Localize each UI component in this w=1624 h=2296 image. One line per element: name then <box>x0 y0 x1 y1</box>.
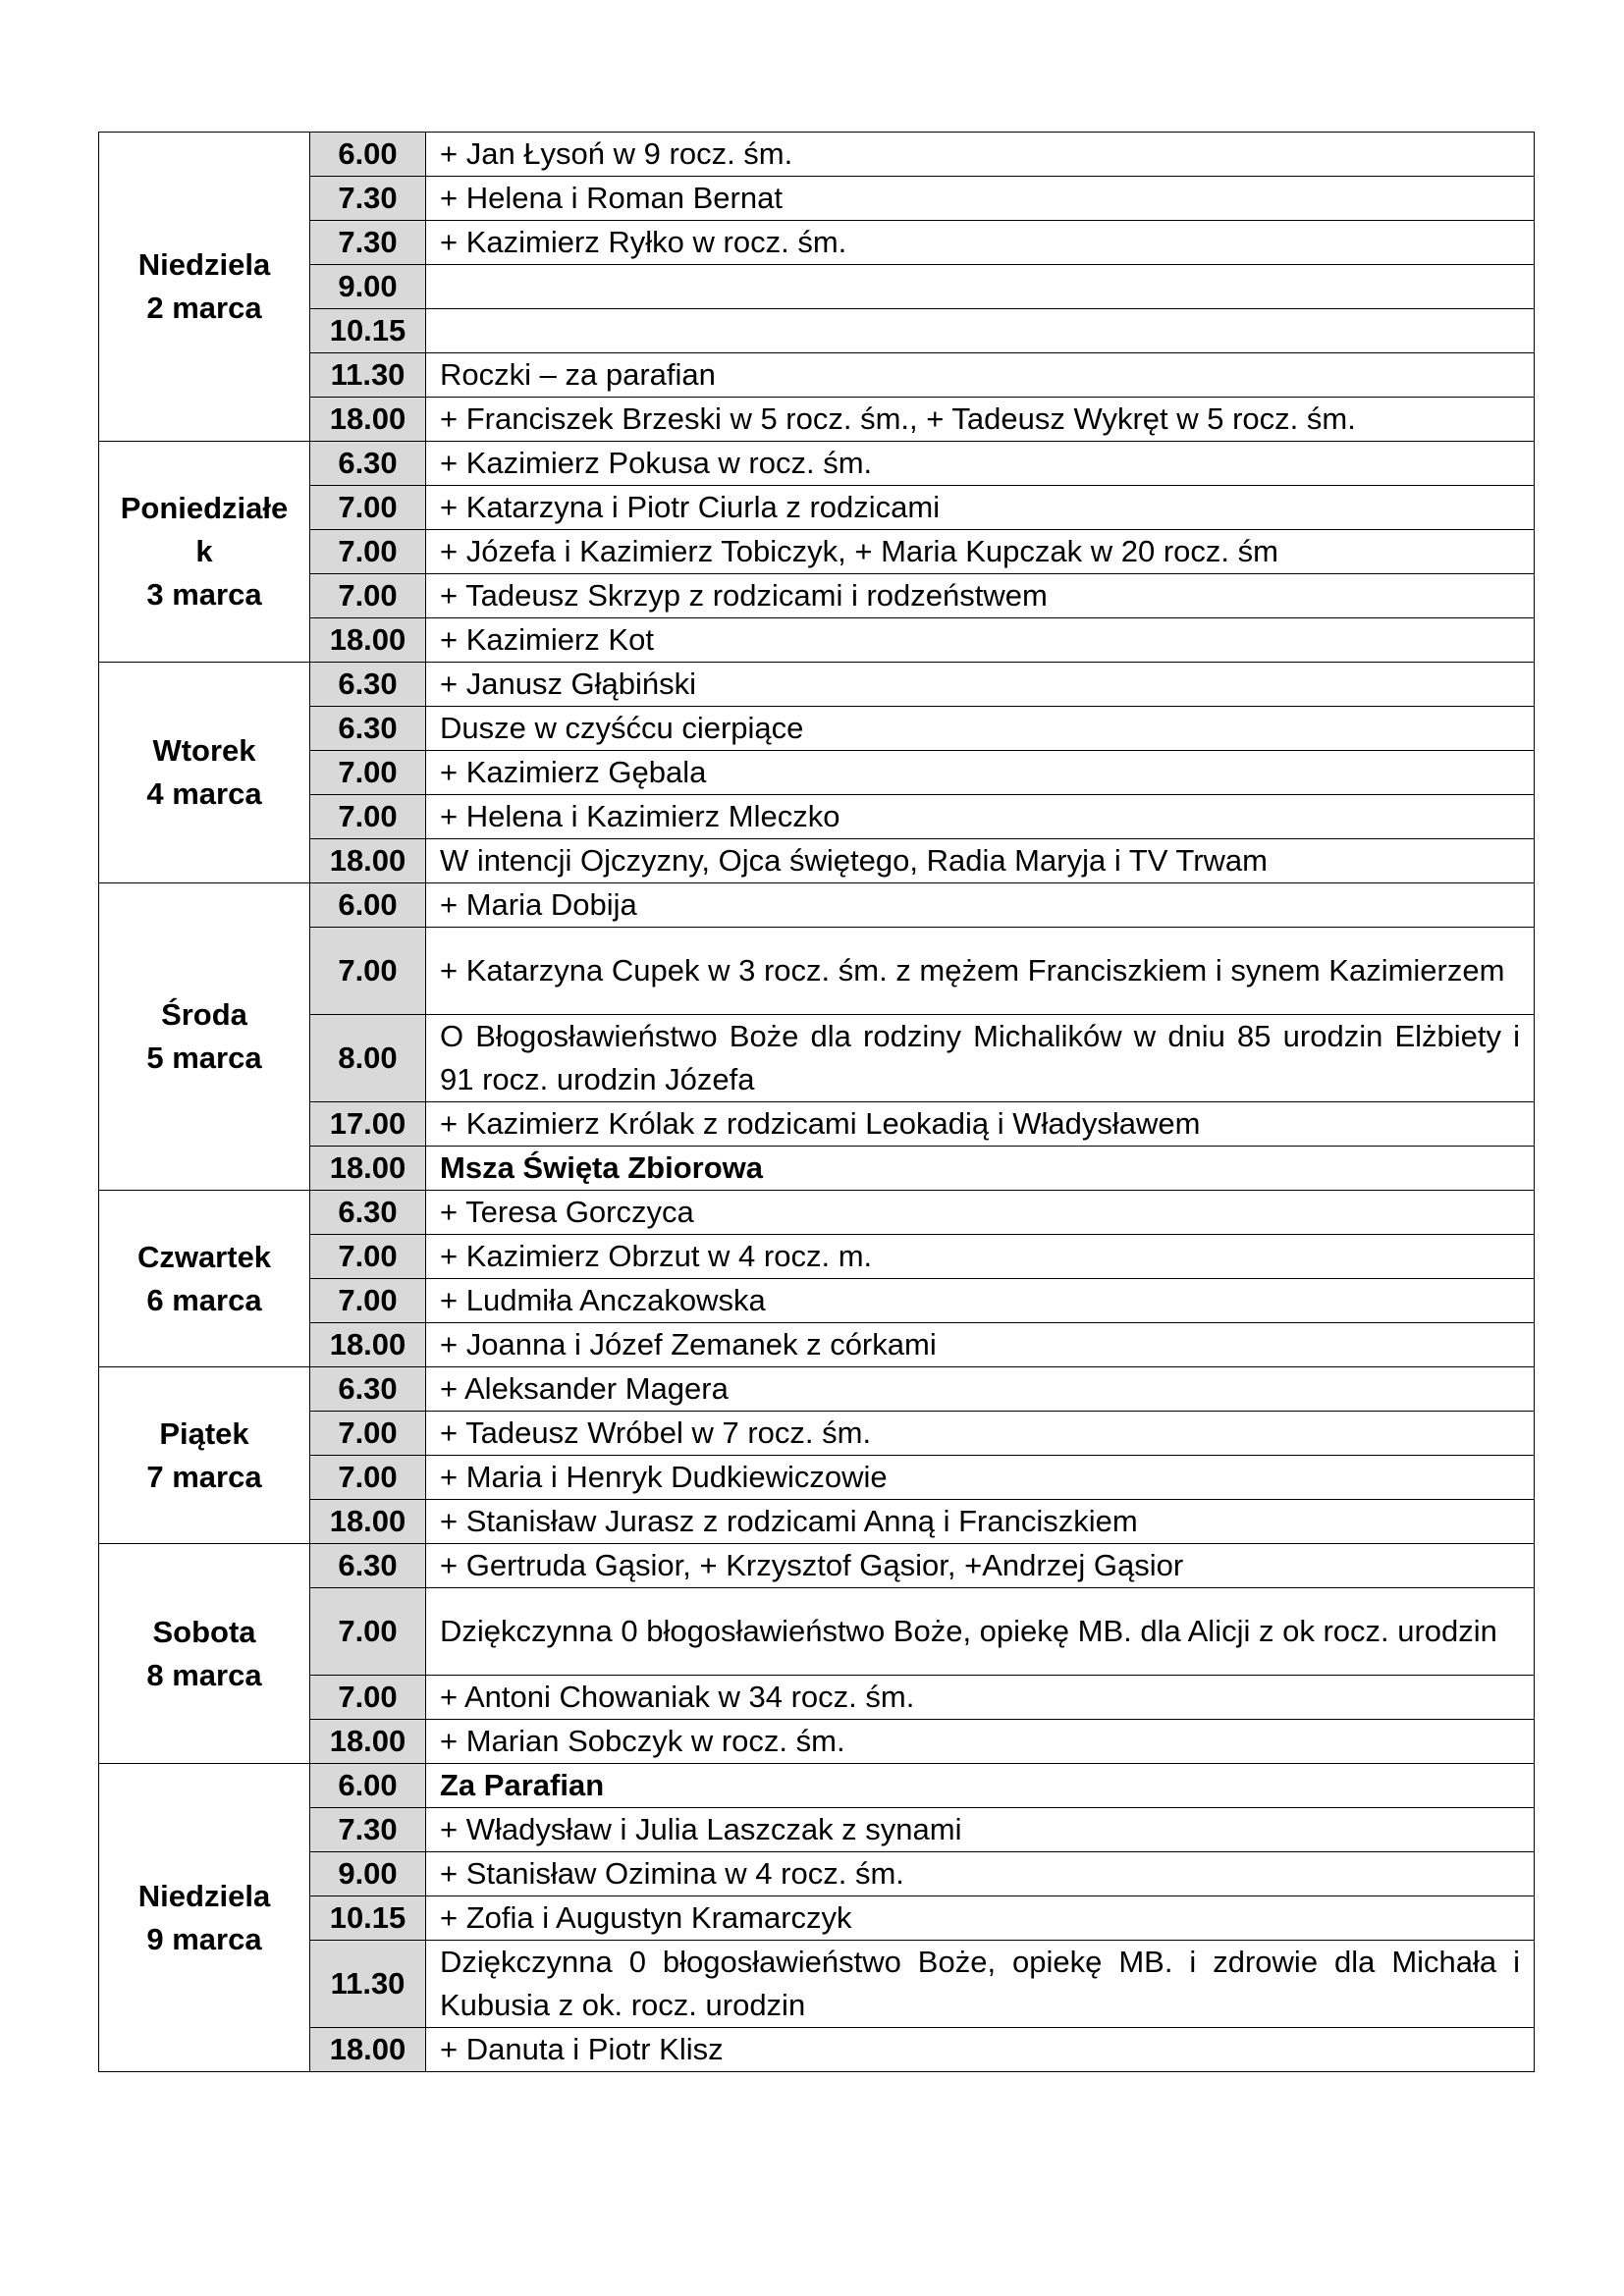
mass-row <box>99 1412 1535 1456</box>
mass-intention: + Józefa i Kazimierz Tobiczyk, + Maria Kupczak w 20 rocz. śm <box>426 530 1535 574</box>
mass-row <box>99 133 1535 177</box>
mass-row <box>99 1588 1535 1676</box>
mass-intention: + Kazimierz Kot <box>426 618 1535 663</box>
mass-time: 8.00 <box>310 1015 426 1102</box>
day-date: 8 marca <box>146 1657 262 1692</box>
mass-time: 11.30 <box>310 1941 426 2028</box>
mass-time: 6.00 <box>310 133 426 177</box>
mass-row <box>99 1147 1535 1191</box>
day-name: Czwartek <box>136 1239 272 1274</box>
mass-time: 7.30 <box>310 221 426 265</box>
mass-time: 18.00 <box>310 839 426 883</box>
day-name: Niedziela <box>137 247 271 282</box>
day-date: 9 marca <box>146 1921 262 1956</box>
mass-time: 18.00 <box>310 2028 426 2072</box>
mass-row <box>99 1367 1535 1412</box>
day-cell <box>99 663 310 883</box>
mass-intention: + Helena i Roman Bernat <box>426 177 1535 221</box>
day-cell <box>99 1544 310 1764</box>
mass-time: 9.00 <box>310 1852 426 1896</box>
mass-time: 10.15 <box>310 1896 426 1941</box>
mass-time: 6.00 <box>310 883 426 928</box>
mass-time: 7.00 <box>310 1279 426 1323</box>
mass-row <box>99 1279 1535 1323</box>
mass-time: 18.00 <box>310 1323 426 1367</box>
day-name: Poniedziałe <box>120 491 289 525</box>
mass-intention <box>426 309 1535 353</box>
mass-time: 7.00 <box>310 1676 426 1720</box>
mass-intention: + Joanna i Józef Zemanek z córkami <box>426 1323 1535 1367</box>
mass-time: 18.00 <box>310 1720 426 1764</box>
day-name: Sobota <box>152 1614 256 1649</box>
mass-intention: + Katarzyna i Piotr Ciurla z rodzicami <box>426 486 1535 530</box>
mass-time: 6.30 <box>310 1544 426 1588</box>
mass-row <box>99 1015 1535 1102</box>
day-date: 2 marca <box>146 291 262 325</box>
day-date: 5 marca <box>146 1041 262 1075</box>
mass-row <box>99 442 1535 486</box>
day-cell <box>99 442 310 663</box>
day-name: Niedziela <box>137 1878 271 1913</box>
mass-time: 7.00 <box>310 795 426 839</box>
mass-row <box>99 1456 1535 1500</box>
mass-intention: + Antoni Chowaniak w 34 rocz. śm. <box>426 1676 1535 1720</box>
mass-intention: + Janusz Głąbiński <box>426 663 1535 707</box>
mass-row <box>99 2028 1535 2072</box>
mass-intention: + Władysław i Julia Laszczak z synami <box>426 1808 1535 1852</box>
mass-intention: W intencji Ojczyzny, Ojca świętego, Radia Maryja i TV Trwam <box>426 839 1535 883</box>
mass-intention: Dziękczynna 0 błogosławieństwo Boże, opiekę MB. i zdrowie dla Michała i Kubusia z ok. rocz. urodzin <box>426 1941 1535 2028</box>
mass-intention: Dusze w czyśćcu cierpiące <box>426 707 1535 751</box>
mass-row <box>99 1235 1535 1279</box>
mass-time: 7.00 <box>310 574 426 618</box>
mass-time: 7.00 <box>310 1412 426 1456</box>
day-cell <box>99 1367 310 1544</box>
mass-row <box>99 353 1535 398</box>
mass-row <box>99 486 1535 530</box>
mass-intention: + Ludmiła Anczakowska <box>426 1279 1535 1323</box>
mass-intention: + Teresa Gorczyca <box>426 1191 1535 1235</box>
day-date: 7 marca <box>146 1459 262 1494</box>
mass-intention: + Marian Sobczyk w rocz. śm. <box>426 1720 1535 1764</box>
mass-row <box>99 1941 1535 2028</box>
mass-time: 7.00 <box>310 751 426 795</box>
mass-time: 7.00 <box>310 1456 426 1500</box>
day-name: Środa <box>161 997 247 1032</box>
mass-time: 18.00 <box>310 1147 426 1191</box>
mass-schedule-table <box>98 132 1535 2072</box>
mass-time: 7.00 <box>310 486 426 530</box>
mass-row <box>99 1676 1535 1720</box>
mass-time: 6.30 <box>310 707 426 751</box>
mass-intention: + Tadeusz Wróbel w 7 rocz. śm. <box>426 1412 1535 1456</box>
mass-intention: + Stanisław Jurasz z rodzicami Anną i Franciszkiem <box>426 1500 1535 1544</box>
mass-row <box>99 751 1535 795</box>
day-cell <box>99 1764 310 2072</box>
mass-intention: Za Parafian <box>426 1764 1535 1808</box>
day-name: Piątek <box>159 1415 249 1451</box>
mass-row <box>99 398 1535 442</box>
mass-row <box>99 1323 1535 1367</box>
mass-time: 7.00 <box>310 1235 426 1279</box>
day-cell <box>99 133 310 442</box>
day-name-continued: k <box>195 534 213 568</box>
day-cell <box>99 883 310 1191</box>
mass-time: 6.30 <box>310 1367 426 1412</box>
mass-intention: + Helena i Kazimierz Mleczko <box>426 795 1535 839</box>
mass-intention: + Kazimierz Pokusa w rocz. śm. <box>426 442 1535 486</box>
mass-time: 11.30 <box>310 353 426 398</box>
mass-intention: + Katarzyna Cupek w 3 rocz. śm. z mężem Franciszkiem i synem Kazimierzem <box>426 928 1535 1015</box>
mass-row <box>99 1720 1535 1764</box>
mass-row <box>99 707 1535 751</box>
mass-row <box>99 839 1535 883</box>
mass-time: 7.30 <box>310 177 426 221</box>
mass-row <box>99 1500 1535 1544</box>
mass-time: 6.30 <box>310 1191 426 1235</box>
mass-intention: + Zofia i Augustyn Kramarczyk <box>426 1896 1535 1941</box>
mass-intention: + Kazimierz Ryłko w rocz. śm. <box>426 221 1535 265</box>
mass-row <box>99 1764 1535 1808</box>
mass-time: 10.15 <box>310 309 426 353</box>
mass-row <box>99 221 1535 265</box>
mass-intention: + Kazimierz Królak z rodzicami Leokadią i Władysławem <box>426 1102 1535 1147</box>
mass-intention: + Kazimierz Gębala <box>426 751 1535 795</box>
day-date: 6 marca <box>146 1282 262 1317</box>
mass-row <box>99 663 1535 707</box>
mass-row <box>99 928 1535 1015</box>
mass-time: 18.00 <box>310 398 426 442</box>
mass-row <box>99 530 1535 574</box>
mass-time: 6.30 <box>310 663 426 707</box>
mass-row <box>99 1808 1535 1852</box>
mass-intention: + Maria Dobija <box>426 883 1535 928</box>
mass-intention: + Danuta i Piotr Klisz <box>426 2028 1535 2072</box>
mass-row <box>99 177 1535 221</box>
mass-intention: O Błogosławieństwo Boże dla rodziny Michalików w dniu 85 urodzin Elżbiety i 91 rocz. urodzin Józefa <box>426 1015 1535 1102</box>
day-cell <box>99 1191 310 1367</box>
mass-time: 7.00 <box>310 530 426 574</box>
mass-row <box>99 1102 1535 1147</box>
mass-time: 9.00 <box>310 265 426 309</box>
mass-row <box>99 1544 1535 1588</box>
mass-row <box>99 1896 1535 1941</box>
mass-row <box>99 618 1535 663</box>
mass-intention: + Tadeusz Skrzyp z rodzicami i rodzeństwem <box>426 574 1535 618</box>
mass-intention: Roczki – za parafian <box>426 353 1535 398</box>
mass-intention: Dziękczynna 0 błogosławieństwo Boże, opiekę MB. dla Alicji z ok rocz. urodzin <box>426 1588 1535 1676</box>
mass-intention: + Franciszek Brzeski w 5 rocz. śm., + Tadeusz Wykręt w 5 rocz. śm. <box>426 398 1535 442</box>
day-date: 4 marca <box>146 776 262 811</box>
mass-intention: + Gertruda Gąsior, + Krzysztof Gąsior, +Andrzej Gąsior <box>426 1544 1535 1588</box>
mass-time: 7.30 <box>310 1808 426 1852</box>
mass-time: 18.00 <box>310 618 426 663</box>
mass-row <box>99 883 1535 928</box>
mass-row <box>99 265 1535 309</box>
mass-intention: + Aleksander Magera <box>426 1367 1535 1412</box>
mass-row <box>99 1191 1535 1235</box>
mass-intention: Msza Święta Zbiorowa <box>426 1147 1535 1191</box>
mass-intention <box>426 265 1535 309</box>
day-name: Wtorek <box>152 733 256 768</box>
mass-row <box>99 795 1535 839</box>
mass-time: 7.00 <box>310 928 426 1015</box>
mass-time: 6.30 <box>310 442 426 486</box>
mass-time: 17.00 <box>310 1102 426 1147</box>
mass-time: 18.00 <box>310 1500 426 1544</box>
day-date: 3 marca <box>146 577 262 612</box>
mass-time: 6.00 <box>310 1764 426 1808</box>
mass-row <box>99 309 1535 353</box>
mass-row <box>99 1852 1535 1896</box>
mass-intention: + Jan Łysoń w 9 rocz. śm. <box>426 133 1535 177</box>
mass-time: 7.00 <box>310 1588 426 1676</box>
mass-intention: + Stanisław Ozimina w 4 rocz. śm. <box>426 1852 1535 1896</box>
mass-row <box>99 574 1535 618</box>
mass-intention: + Kazimierz Obrzut w 4 rocz. m. <box>426 1235 1535 1279</box>
mass-intention: + Maria i Henryk Dudkiewiczowie <box>426 1456 1535 1500</box>
